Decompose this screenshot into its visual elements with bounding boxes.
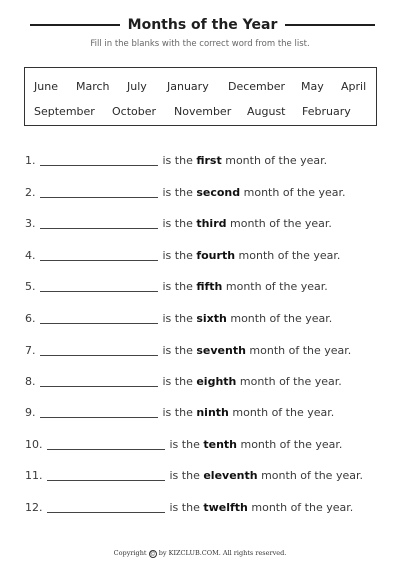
answer-blank[interactable] bbox=[47, 471, 165, 481]
question-row bbox=[25, 374, 342, 390]
answer-blank[interactable] bbox=[40, 377, 158, 387]
question-text-after: month of the year. bbox=[230, 217, 332, 230]
question-text-before: is the bbox=[162, 406, 193, 419]
question-ordinal: third bbox=[196, 217, 227, 230]
instructions: Fill in the blanks with the correct word from the list. bbox=[90, 39, 310, 49]
footer bbox=[0, 548, 400, 558]
word-bank-item: November bbox=[174, 105, 232, 118]
footer-prefix: Copyright bbox=[113, 549, 147, 557]
question-text-after: month of the year. bbox=[251, 501, 354, 514]
question-text-before: is the bbox=[162, 375, 193, 388]
question-text-before: is the bbox=[162, 186, 193, 199]
question-row bbox=[25, 185, 346, 201]
question-text-after: month of the year. bbox=[225, 280, 328, 293]
question-ordinal: second bbox=[196, 186, 241, 199]
question-ordinal: fourth bbox=[196, 249, 236, 262]
question-text-after: month of the year. bbox=[230, 312, 333, 325]
word-bank-item: March bbox=[76, 80, 110, 93]
word-bank-item: May bbox=[301, 80, 324, 93]
question-row bbox=[25, 405, 334, 421]
question-ordinal: fifth bbox=[196, 280, 223, 293]
word-bank-item: April bbox=[341, 80, 367, 93]
question-ordinal: first bbox=[196, 154, 222, 167]
question-row bbox=[25, 468, 363, 484]
answer-blank[interactable] bbox=[40, 219, 158, 229]
word-bank-item: January bbox=[167, 80, 209, 93]
question-text-after: month of the year. bbox=[261, 469, 363, 482]
answer-blank[interactable] bbox=[40, 156, 158, 166]
question-number: 3. bbox=[25, 217, 36, 230]
word-bank-item: August bbox=[247, 105, 286, 118]
question-text-before: is the bbox=[162, 249, 193, 262]
answer-blank[interactable] bbox=[40, 314, 158, 324]
word-bank-item: October bbox=[112, 105, 157, 118]
question-ordinal: eleventh bbox=[203, 469, 258, 482]
question-text-after: month of the year. bbox=[249, 344, 352, 357]
footer-text: by KIZCLUB.COM. All rights reserved. bbox=[158, 549, 287, 557]
question-ordinal: twelfth bbox=[203, 501, 248, 514]
question-number: 1. bbox=[25, 154, 36, 167]
question-ordinal: ninth bbox=[196, 406, 229, 419]
question-text-after: month of the year. bbox=[240, 438, 343, 451]
copyright-icon: © bbox=[149, 551, 156, 558]
question-text-before: is the bbox=[162, 344, 193, 357]
question-row bbox=[25, 343, 351, 359]
question-ordinal: tenth bbox=[203, 438, 237, 451]
question-number: 8. bbox=[25, 375, 36, 388]
question-text-after: month of the year. bbox=[225, 154, 328, 167]
question-number: 2. bbox=[25, 186, 36, 199]
question-text-before: is the bbox=[162, 280, 193, 293]
question-text-after: month of the year. bbox=[239, 375, 342, 388]
question-number: 7. bbox=[25, 344, 36, 357]
question-row bbox=[25, 500, 353, 516]
word-bank-item: July bbox=[127, 80, 147, 93]
question-number: 4. bbox=[25, 249, 36, 262]
question-row bbox=[25, 279, 328, 295]
question-text-before: is the bbox=[162, 154, 193, 167]
question-text-before: is the bbox=[162, 312, 193, 325]
answer-blank[interactable] bbox=[47, 503, 165, 513]
question-row bbox=[25, 153, 327, 169]
question-ordinal: sixth bbox=[196, 312, 227, 325]
word-bank-item: September bbox=[34, 105, 95, 118]
question-text-after: month of the year. bbox=[243, 186, 346, 199]
page-title: Months of the Year bbox=[127, 17, 278, 33]
question-number: 6. bbox=[25, 312, 36, 325]
question-text-after: month of the year. bbox=[232, 406, 335, 419]
question-number: 11. bbox=[25, 469, 43, 482]
answer-blank[interactable] bbox=[40, 251, 158, 261]
question-number: 5. bbox=[25, 280, 36, 293]
word-bank-item: June bbox=[34, 80, 58, 93]
question-number: 10. bbox=[25, 438, 43, 451]
word-bank-item: December bbox=[228, 80, 286, 93]
question-text-before: is the bbox=[169, 438, 200, 451]
answer-blank[interactable] bbox=[47, 440, 165, 450]
answer-blank[interactable] bbox=[40, 346, 158, 356]
question-row bbox=[25, 437, 342, 453]
question-number: 9. bbox=[25, 406, 36, 419]
question-row bbox=[25, 311, 332, 327]
question-text-before: is the bbox=[162, 217, 193, 230]
question-row bbox=[25, 248, 340, 264]
word-bank-item: February bbox=[302, 105, 351, 118]
answer-blank[interactable] bbox=[40, 188, 158, 198]
question-text-before: is the bbox=[169, 501, 200, 514]
question-text-after: month of the year. bbox=[238, 249, 341, 262]
question-text-before: is the bbox=[169, 469, 200, 482]
question-ordinal: seventh bbox=[196, 344, 246, 357]
answer-blank[interactable] bbox=[40, 408, 158, 418]
question-row bbox=[25, 216, 332, 232]
answer-blank[interactable] bbox=[40, 282, 158, 292]
question-ordinal: eighth bbox=[196, 375, 237, 388]
question-number: 12. bbox=[25, 501, 43, 514]
